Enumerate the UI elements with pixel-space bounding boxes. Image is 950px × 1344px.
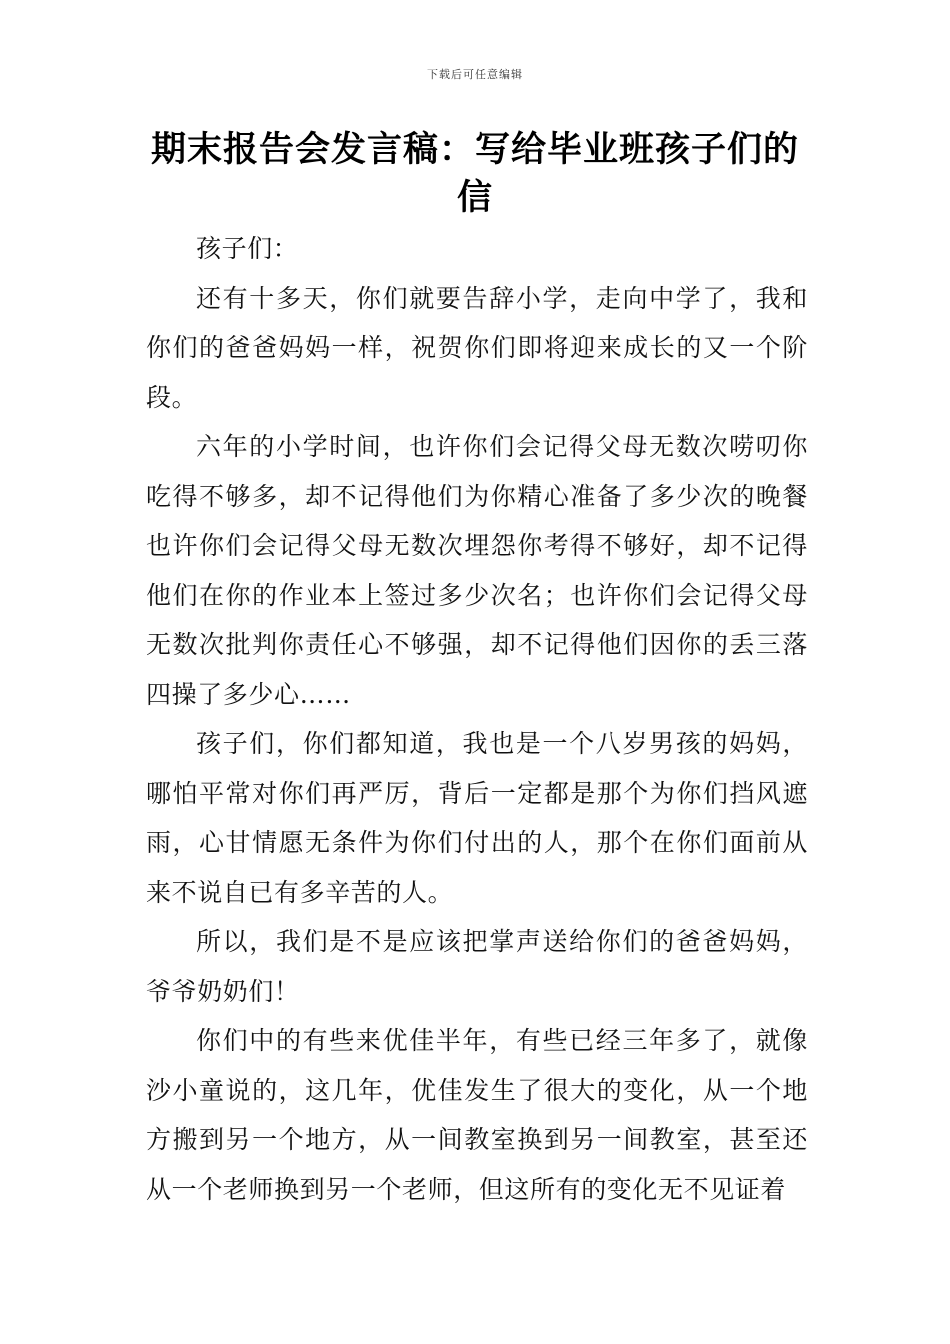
paragraph-2: 六年的小学时间，也许你们会记得父母无数次唠叨你吃得不够多，却不记得他们为你精心准备了多少次的晚餐也许你们会记得父母无数次埋怨你考得不够好，却不记得他们在你的作业本上签过多少次名；也许你们会记得父母无数次批判你责任心不够强，却不记得他们因你的丢三落四操了多少心…… <box>146 432 808 709</box>
paragraph-1: 还有十多天，你们就要告辞小学，走向中学了，我和你们的爸爸妈妈一样，祝贺你们即将迎来成长的又一个阶段。 <box>146 283 808 412</box>
salutation: 孩子们： <box>196 234 299 263</box>
paragraph-4: 所以，我们是不是应该把掌声送给你们的爸爸妈妈，爷爷奶奶们！ <box>146 927 808 1006</box>
paragraph-5: 你们中的有些来优佳半年，有些已经三年多了，就像沙小童说的，这几年，优佳发生了很大的变化，从一个地方搬到另一个地方，从一间教室换到另一间教室，甚至还从一个老师换到另一个老师，但这所有的变化无不见证着 <box>146 1026 808 1204</box>
document-title: 期末报告会发言稿：写给毕业班孩子们的信 <box>150 130 799 218</box>
paragraph-3: 孩子们，你们都知道，我也是一个八岁男孩的妈妈，哪怕平常对你们再严厉，背后一定都是那个为你们挡风遮雨，心甘情愿无条件为你们付出的人，那个在你们面前从来不说自已有多辛苦的人。 <box>146 729 808 907</box>
page-header-note: 下载后可任意编辑 <box>427 68 523 81</box>
document-body <box>146 224 808 1214</box>
